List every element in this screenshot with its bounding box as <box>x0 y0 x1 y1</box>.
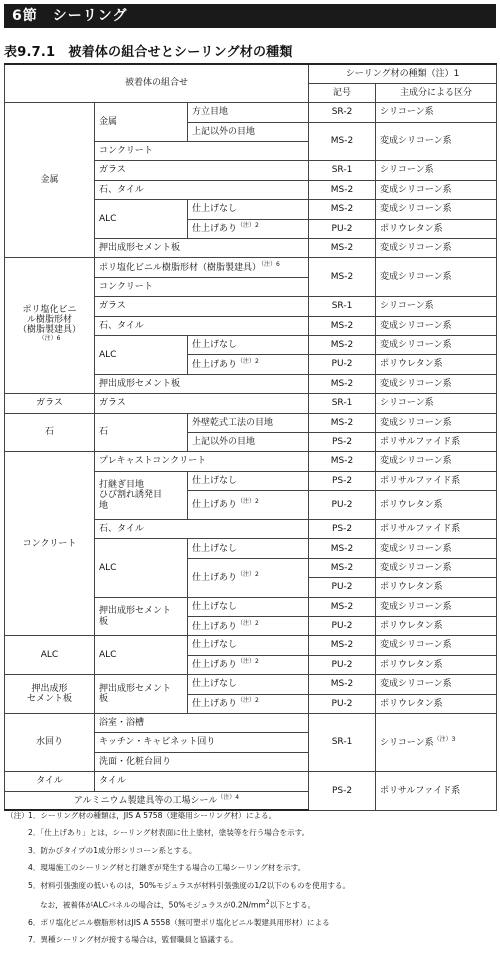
component-cell: シリコーン系 <box>376 297 497 316</box>
code-cell: MS-2 <box>309 413 376 432</box>
code-cell: MS-2 <box>309 239 376 258</box>
component-cell: 変成シリコーン系 <box>376 675 497 694</box>
cell-finish: 仕上げあり$^{(注)2}$ <box>188 219 309 238</box>
cell-other-joint: 上記以外の目地 <box>188 432 309 451</box>
header-code: 記号 <box>309 83 376 102</box>
code-cell: MS-2 <box>309 636 376 655</box>
code-cell: PU-2 <box>309 617 376 636</box>
note-item <box>6 931 496 948</box>
code-cell: PU-2 <box>309 578 376 597</box>
notes-label: （注） <box>6 811 29 820</box>
code-cell: MS-2 <box>309 200 376 219</box>
component-cell: 変成シリコーン系 <box>376 558 497 577</box>
code-cell: MS-2 <box>309 675 376 694</box>
cell-extruded-cement: 押出成形セメント 板 <box>95 675 188 714</box>
code-cell: PS-2 <box>309 520 376 539</box>
cell-precast: プレキャストコンクリート <box>95 452 309 471</box>
note-text: なお，被着体がALCパネルの場合は，50%モジュラスが$0.2N/mm^2$以下とする。 <box>40 899 316 910</box>
cell-no-finish: 仕上げなし <box>188 200 309 219</box>
table-row <box>5 394 497 413</box>
cell-finish: 仕上げあり$^{(注)2}$ <box>188 655 309 674</box>
note-item <box>6 859 496 876</box>
cell-glass: ガラス <box>95 297 309 316</box>
code-cell: PS-2 <box>309 772 376 811</box>
table-header-row <box>5 64 497 83</box>
cell-alc: ALC <box>95 335 188 374</box>
header-combination: 被着体の組合せ <box>5 64 309 103</box>
group-tile: タイル <box>5 772 95 791</box>
component-cell: ポリウレタン系 <box>376 617 497 636</box>
code-cell: PS-2 <box>309 471 376 490</box>
group-stone: 石 <box>5 413 95 452</box>
component-cell: ポリサルファイド系 <box>376 432 497 451</box>
code-cell: MS-2 <box>309 335 376 354</box>
header-component: 主成分による区分 <box>376 83 497 102</box>
table-row <box>5 103 497 122</box>
component-cell: ポリウレタン系 <box>376 694 497 713</box>
group-metal: 金属 <box>5 103 95 258</box>
code-cell: SR-1 <box>309 297 376 316</box>
code-cell: SR-1 <box>309 714 376 772</box>
note-text: 5．材料引張強度の低いものは，50%モジュラスが材料引張強度の1/2以下のものを使用する。 <box>28 880 351 890</box>
note-item <box>6 807 496 824</box>
code-cell: MS-2 <box>309 122 376 161</box>
cell-finish: 仕上げあり$^{(注)2}$ <box>188 617 309 636</box>
cell-extruded-cement: 押出成形セメント板 <box>95 239 309 258</box>
cell-alc: ALC <box>95 636 188 675</box>
component-cell: 変成シリコーン系 <box>376 200 497 219</box>
code-cell: MS-2 <box>309 258 376 297</box>
note-item <box>6 914 496 931</box>
cell-no-finish: 仕上げなし <box>188 539 309 558</box>
code-cell: MS-2 <box>309 558 376 577</box>
note-text: 7．異種シーリング材が接する場合は，監督職員と協議する。 <box>28 935 238 945</box>
component-cell: 変成シリコーン系 <box>376 597 497 616</box>
component-cell: ポリサルファイド系 <box>376 471 497 490</box>
table-row <box>5 636 497 655</box>
section-banner: 6節 シーリング <box>4 4 496 28</box>
cell-no-finish: 仕上げなし <box>188 675 309 694</box>
cell-no-finish: 仕上げなし <box>188 471 309 490</box>
cell-concrete: コンクリート <box>95 142 309 161</box>
cell-other-joint: 上記以外の目地 <box>188 122 309 141</box>
component-cell: ポリウレタン系 <box>376 491 497 520</box>
note-item <box>6 894 496 914</box>
note-text: 6．ポリ塩化ビニル樹脂形材はJIS A 5558（無可塑ポリ塩化ビニル製建具用形材）による <box>28 917 330 927</box>
component-cell: シリコーン系 <box>376 103 497 122</box>
component-cell: シリコーン系$^{(注)3}$ <box>376 714 497 772</box>
component-cell: 変成シリコーン系 <box>376 413 497 432</box>
component-cell: 変成シリコーン系 <box>376 180 497 199</box>
code-cell: MS-2 <box>309 539 376 558</box>
cell-extruded-cement: 押出成形セメント板 <box>95 374 309 393</box>
cell-alc: ALC <box>95 200 188 239</box>
group-glass: ガラス <box>5 394 95 413</box>
cell-metal: 金属 <box>95 103 188 142</box>
code-cell: PU-2 <box>309 655 376 674</box>
code-cell: MS-2 <box>309 374 376 393</box>
group-pvc: ポリ塩化ビニ ル樹脂形材 （樹脂製建具） $^{(注)6}$ <box>5 258 95 394</box>
note-item <box>6 877 496 894</box>
component-cell: 変成シリコーン系 <box>376 636 497 655</box>
code-cell: PU-2 <box>309 219 376 238</box>
component-cell: シリコーン系 <box>376 394 497 413</box>
cell-stone-tile: 石、タイル <box>95 316 309 335</box>
group-extruded-cement: 押出成形 セメント板 <box>5 675 95 714</box>
cell-tile: タイル <box>95 772 309 791</box>
cell-glass: ガラス <box>95 394 309 413</box>
code-cell: PS-2 <box>309 432 376 451</box>
code-cell: PU-2 <box>309 694 376 713</box>
header-types: シーリング材の種類（注）1 <box>309 64 497 83</box>
note-text: 4．現場施工のシーリング材と打継ぎが発生する場合の工場シーリング材を示す。 <box>28 863 306 873</box>
component-cell: 変成シリコーン系 <box>376 452 497 471</box>
table-row <box>5 675 497 694</box>
cell-finish: 仕上げあり$^{(注)2}$ <box>188 491 309 520</box>
group-wet-area: 水回り <box>5 714 95 772</box>
cell-finish: 仕上げあり$^{(注)2}$ <box>188 558 309 597</box>
cell-construction-joint: 打継ぎ目地 ひび割れ誘発目 地 <box>95 471 188 519</box>
code-cell: MS-2 <box>309 180 376 199</box>
cell-extruded-cement: 押出成形セメント 板 <box>95 597 188 636</box>
cell-finish: 仕上げあり$^{(注)2}$ <box>188 694 309 713</box>
cell-glass: ガラス <box>95 161 309 180</box>
cell-bath: 浴室・浴槽 <box>95 714 309 733</box>
cell-no-finish: 仕上げなし <box>188 335 309 354</box>
component-cell: 変成シリコーン系 <box>376 335 497 354</box>
code-cell: SR-1 <box>309 161 376 180</box>
cell-washroom: 洗面・化粧台回り <box>95 752 309 771</box>
component-cell: シリコーン系 <box>376 161 497 180</box>
code-cell: SR-2 <box>309 103 376 122</box>
component-cell: ポリウレタン系 <box>376 655 497 674</box>
component-cell: ポリウレタン系 <box>376 219 497 238</box>
code-cell: SR-1 <box>309 394 376 413</box>
component-cell: ポリサルファイド系 <box>376 520 497 539</box>
component-cell: ポリウレタン系 <box>376 578 497 597</box>
cell-finish: 仕上げあり$^{(注)2}$ <box>188 355 309 374</box>
cell-pvc-material: ポリ塩化ビニル樹脂形材（樹脂製建具）$^{(注)6}$ <box>95 258 309 277</box>
cell-aluminum: アルミニウム製建具等の工場シール$^{(注)4}$ <box>5 791 309 810</box>
notes <box>6 807 496 949</box>
code-cell: PU-2 <box>309 355 376 374</box>
cell-stone: 石 <box>95 413 188 452</box>
code-cell: MS-2 <box>309 316 376 335</box>
cell-square-joint: 方立目地 <box>188 103 309 122</box>
cell-no-finish: 仕上げなし <box>188 597 309 616</box>
note-item <box>6 824 496 841</box>
table-row <box>5 258 497 277</box>
component-cell: 変成シリコーン系 <box>376 122 497 161</box>
table-title: 表9.7.1 被着体の組合せとシーリング材の種類 <box>4 45 293 60</box>
code-cell: MS-2 <box>309 597 376 616</box>
table-row <box>5 413 497 432</box>
component-cell: ポリサルファイド系 <box>376 772 497 811</box>
note-text: 2．「仕上げあり」とは，シーリング材表面に仕上塗材，塗装等を行う場合を示す。 <box>28 828 310 838</box>
note-text: 3．防かびタイプの1成分形シリコーン系とする。 <box>28 845 197 855</box>
component-cell: 変成シリコーン系 <box>376 239 497 258</box>
table-row <box>5 772 497 791</box>
code-cell: MS-2 <box>309 452 376 471</box>
component-cell: ポリウレタン系 <box>376 355 497 374</box>
table-row <box>5 714 497 733</box>
cell-kitchen: キッチン・キャビネット回り <box>95 733 309 752</box>
table-row <box>5 452 497 471</box>
group-alc: ALC <box>5 636 95 675</box>
component-cell: 変成シリコーン系 <box>376 539 497 558</box>
code-cell: PU-2 <box>309 491 376 520</box>
note-text: 1．シーリング材の種類は，JIS A 5758（建築用シーリング材）による。 <box>28 811 277 820</box>
component-cell: 変成シリコーン系 <box>376 316 497 335</box>
cell-no-finish: 仕上げなし <box>188 636 309 655</box>
cell-stone-tile: 石、タイル <box>95 520 309 539</box>
component-cell: 変成シリコーン系 <box>376 374 497 393</box>
cell-alc: ALC <box>95 539 188 597</box>
sealing-material-table <box>4 63 497 811</box>
cell-exterior-dry: 外壁乾式工法の目地 <box>188 413 309 432</box>
note-item <box>6 842 496 859</box>
component-cell: 変成シリコーン系 <box>376 258 497 297</box>
group-concrete: コンクリート <box>5 452 95 636</box>
cell-concrete: コンクリート <box>95 277 309 296</box>
cell-stone-tile: 石、タイル <box>95 180 309 199</box>
